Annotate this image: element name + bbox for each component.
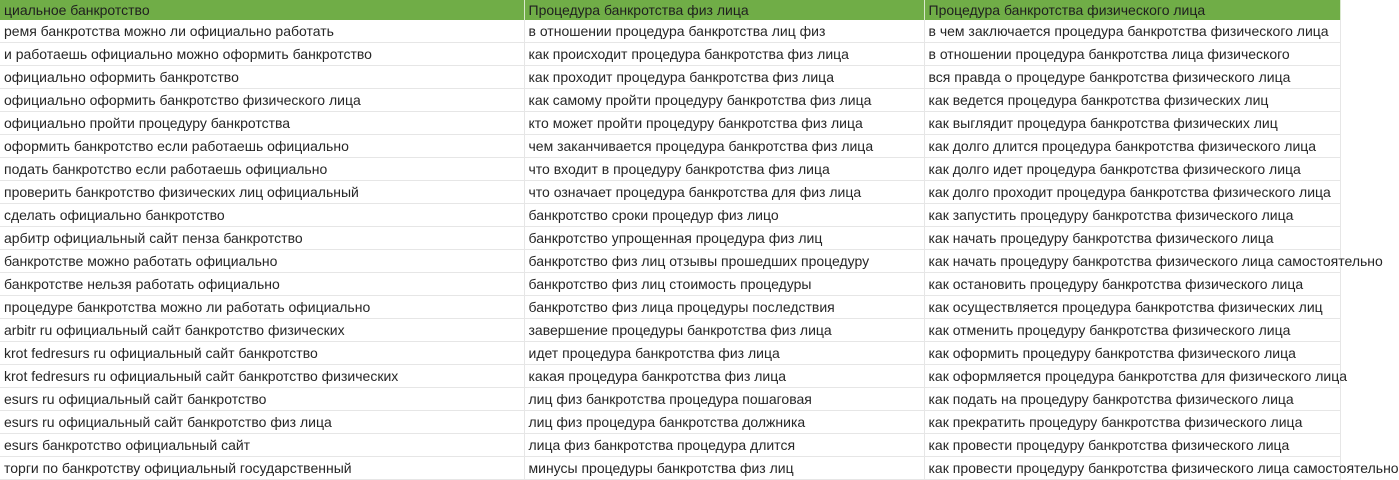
table-row (0, 43, 1340, 66)
cell-col-2[interactable]: банкротство физ лиц отзывы прошедших процедуру (524, 250, 924, 273)
cell-col-3[interactable]: в отношении процедура банкротства лица физического (924, 43, 1340, 66)
cell-col-2[interactable]: как проходит процедура банкротства физ лица (524, 66, 924, 89)
cell-col-2[interactable]: идет процедура банкротства физ лица (524, 342, 924, 365)
table-row (0, 411, 1340, 434)
cell-col-1[interactable]: официально оформить банкротство физического лица (0, 89, 524, 112)
cell-col-3[interactable]: как ведется процедура банкротства физических лиц (924, 89, 1340, 112)
table-row (0, 227, 1340, 250)
cell-col-3[interactable]: как запустить процедуру банкротства физического лица (924, 204, 1340, 227)
cell-col-1[interactable]: krot fedresurs ru официальный сайт банкротство физических (0, 365, 524, 388)
cell-col-3[interactable]: как оформить процедуру банкротства физического лица (924, 342, 1340, 365)
table-row (0, 273, 1340, 296)
table-row (0, 434, 1340, 457)
cell-col-2[interactable]: кто может пройти процедуру банкротства физ лица (524, 112, 924, 135)
table-row (0, 319, 1340, 342)
cell-col-3[interactable]: как провести процедуру банкротства физического лица (924, 434, 1340, 457)
table-row (0, 89, 1340, 112)
cell-col-1[interactable]: банкротстве нельзя работать официально (0, 273, 524, 296)
cell-col-1[interactable]: официально оформить банкротство (0, 66, 524, 89)
header-row (0, 0, 1340, 20)
table-row (0, 365, 1340, 388)
cell-col-3[interactable]: как долго проходит процедура банкротства физического лица (924, 181, 1340, 204)
cell-col-1[interactable]: банкротстве можно работать официально (0, 250, 524, 273)
cell-col-1[interactable]: и работаешь официально можно оформить банкротство (0, 43, 524, 66)
cell-col-1[interactable]: arbitr ru официальный сайт банкротство физических (0, 319, 524, 342)
cell-col-3[interactable]: вся правда о процедуре банкротства физического лица (924, 66, 1340, 89)
column-header-2[interactable]: Процедура банкротства физ лица (524, 0, 924, 20)
cell-col-1[interactable]: арбитр официальный сайт пенза банкротство (0, 227, 524, 250)
cell-col-1[interactable]: ремя банкротства можно ли официально работать (0, 20, 524, 43)
cell-col-2[interactable]: что входит в процедуру банкротства физ лица (524, 158, 924, 181)
cell-col-1[interactable]: официально пройти процедуру банкротства (0, 112, 524, 135)
column-header-1[interactable]: циальное банкротство (0, 0, 524, 20)
cell-col-2[interactable]: банкротство упрощенная процедура физ лиц (524, 227, 924, 250)
cell-col-2[interactable]: что означает процедура банкротства для физ лица (524, 181, 924, 204)
cell-col-3[interactable]: как прекратить процедуру банкротства физического лица (924, 411, 1340, 434)
cell-col-1[interactable]: оформить банкротство если работаешь официально (0, 135, 524, 158)
cell-col-2[interactable]: лиц физ банкротства процедура пошаговая (524, 388, 924, 411)
cell-col-3[interactable]: как оформляется процедура банкротства для физического лица (924, 365, 1340, 388)
table-row (0, 158, 1340, 181)
cell-col-1[interactable]: esurs банкротство официальный сайт (0, 434, 524, 457)
cell-col-3[interactable]: как выглядит процедура банкротства физических лиц (924, 112, 1340, 135)
cell-col-2[interactable]: лица физ банкротства процедура длится (524, 434, 924, 457)
cell-col-1[interactable]: торги по банкротству официальный государственный (0, 457, 524, 480)
table-row (0, 20, 1340, 43)
cell-col-3[interactable]: в чем заключается процедура банкротства физического лица (924, 20, 1340, 43)
cell-col-1[interactable]: esurs ru официальный сайт банкротство (0, 388, 524, 411)
cell-col-3[interactable]: как начать процедуру банкротства физического лица самостоятельно (924, 250, 1340, 273)
cell-col-2[interactable]: в отношении процедура банкротства лиц физ (524, 20, 924, 43)
cell-col-3[interactable]: как подать на процедуру банкротства физического лица (924, 388, 1340, 411)
table-row (0, 112, 1340, 135)
cell-col-3[interactable]: как начать процедуру банкротства физического лица (924, 227, 1340, 250)
table-body (0, 20, 1399, 480)
cell-col-3[interactable]: как долго идет процедура банкротства физического лица (924, 158, 1340, 181)
table-row (0, 66, 1340, 89)
cell-col-1[interactable]: процедуре банкротства можно ли работать официально (0, 296, 524, 319)
cell-col-2[interactable]: банкротство физ лиц стоимость процедуры (524, 273, 924, 296)
table-row (0, 204, 1340, 227)
cell-col-1[interactable]: esurs ru официальный сайт банкротство физ лица (0, 411, 524, 434)
cell-col-2[interactable]: как самому пройти процедуру банкротства физ лица (524, 89, 924, 112)
cell-col-1[interactable]: подать банкротство если работаешь официально (0, 158, 524, 181)
table-row (0, 388, 1340, 411)
cell-col-3[interactable]: как остановить процедуру банкротства физического лица (924, 273, 1340, 296)
cell-col-2[interactable]: какая процедура банкротства физ лица (524, 365, 924, 388)
cell-col-3[interactable]: как провести процедуру банкротства физического лица самостоятельно (924, 457, 1340, 480)
table-row (0, 342, 1340, 365)
table-row (0, 457, 1340, 480)
cell-col-2[interactable]: минусы процедуры банкротства физ лиц (524, 457, 924, 480)
cell-col-1[interactable]: сделать официально банкротство (0, 204, 524, 227)
cell-col-2[interactable]: банкротство сроки процедур физ лицо (524, 204, 924, 227)
column-header-3[interactable]: Процедура банкротства физического лица (924, 0, 1340, 20)
cell-col-3[interactable]: как долго длится процедура банкротства физического лица (924, 135, 1340, 158)
cell-col-1[interactable]: krot fedresurs ru официальный сайт банкротство (0, 342, 524, 365)
cell-col-2[interactable]: банкротство физ лица процедуры последствия (524, 296, 924, 319)
cell-col-2[interactable]: чем заканчивается процедура банкротства физ лица (524, 135, 924, 158)
cell-col-2[interactable]: лиц физ процедура банкротства должника (524, 411, 924, 434)
cell-col-1[interactable]: проверить банкротство физических лиц официальный (0, 181, 524, 204)
table-row (0, 181, 1340, 204)
table-row (0, 296, 1340, 319)
table-row (0, 135, 1340, 158)
cell-col-2[interactable]: как происходит процедура банкротства физ лица (524, 43, 924, 66)
cell-col-3[interactable]: как отменить процедуру банкротства физического лица (924, 319, 1340, 342)
table-row (0, 250, 1340, 273)
cell-col-3[interactable]: как осуществляется процедура банкротства физических лиц (924, 296, 1340, 319)
cell-col-2[interactable]: завершение процедуры банкротства физ лица (524, 319, 924, 342)
